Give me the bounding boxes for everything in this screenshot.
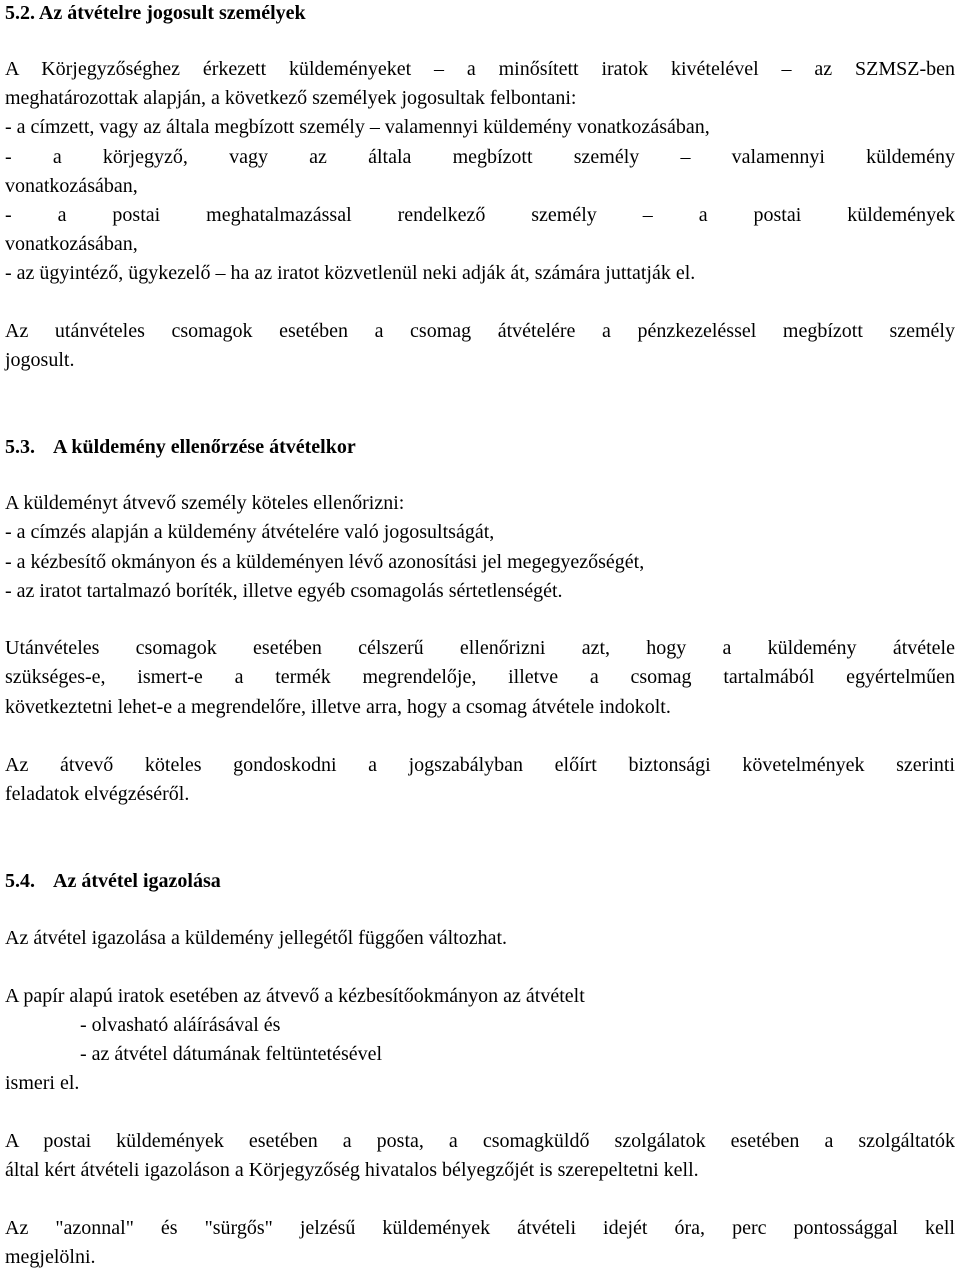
s52-paragraph-1-line-2: meghatározottak alapján, a következő személyek jogosultak felbontani:: [5, 87, 577, 109]
s52-list-item-2-line-1: - a körjegyző, vagy az általa megbízott személy – valamennyi küldemény: [5, 146, 955, 168]
s54-paragraph-2-line-1: A papír alapú iratok esetében az átvevő a kézbesítőokmányon az átvételt: [5, 985, 585, 1007]
s52-paragraph-2-line-2: jogosult.: [5, 349, 75, 371]
s52-paragraph-1-line-1: A Körjegyzőséghez érkezett küldeményeket – a minősített iratok kivételével – az SZMSZ-ben: [5, 58, 955, 80]
section-5-3-title: A küldemény ellenőrzése átvételkor: [53, 436, 356, 458]
s53-paragraph-2-line-2: szükséges-e, ismert-e a termék megrendelője, illetve a csomag tartalmából egyértelműen: [5, 666, 955, 688]
s54-paragraph-4-line-1: Az "azonnal" és "sürgős" jelzésű küldemények átvételi idejét óra, perc pontossággal kell: [5, 1217, 955, 1239]
s54-paragraph-3-line-2: által kért átvételi igazoláson a Körjegyzőség hivatalos bélyegzőjét is szerepeltetni kell.: [5, 1159, 699, 1181]
s52-list-item-3-line-2: vonatkozásában,: [5, 233, 138, 255]
s54-paragraph-3-line-1: A postai küldemények esetében a posta, a csomagküldő szolgálatok esetében a szolgáltatók: [5, 1130, 955, 1152]
s53-paragraph-2-line-3: következtetni lehet-e a megrendelőre, illetve arra, hogy a csomag átvétele indokolt.: [5, 696, 671, 718]
section-5-2-heading: 5.2. Az átvételre jogosult személyek: [5, 2, 306, 24]
s52-paragraph-2-line-1: Az utánvételes csomagok esetében a csomag átvételére a pénzkezeléssel megbízott személy: [5, 320, 955, 342]
s53-list-item-2: - a kézbesítő okmányon és a küldeményen lévő azonosítási jel megegyezőségét,: [5, 551, 645, 573]
s54-paragraph-2-list-item-1: - olvasható aláírásával és: [80, 1014, 281, 1036]
s53-list-item-1: - a címzés alapján a küldemény átvételére való jogosultságát,: [5, 521, 495, 543]
section-5-3-heading: [5, 437, 356, 457]
s52-list-item-4: - az ügyintéző, ügykezelő – ha az iratot közvetlenül neki adják át, számára juttatják el.: [5, 262, 696, 284]
s53-intro: A küldeményt átvevő személy köteles ellenőrizni:: [5, 492, 405, 514]
section-5-3-number: 5.3.: [5, 436, 35, 458]
s54-paragraph-4-line-2: megjelölni.: [5, 1246, 96, 1268]
s53-paragraph-2-line-1: Utánvételes csomagok esetében célszerű ellenőrizni azt, hogy a küldemény átvétele: [5, 637, 955, 659]
s53-list-item-3: - az iratot tartalmazó boríték, illetve egyéb csomagolás sértetlenségét.: [5, 580, 563, 602]
s53-paragraph-3-line-2: feladatok elvégzéséről.: [5, 783, 190, 805]
s53-paragraph-3-line-1: Az átvevő köteles gondoskodni a jogszabályban előírt biztonsági követelmények szerinti: [5, 754, 955, 776]
s52-list-item-2-line-2: vonatkozásában,: [5, 175, 138, 197]
s54-paragraph-2-list-item-2: - az átvétel dátumának feltüntetésével: [80, 1043, 383, 1065]
s54-paragraph-2-line-4: ismeri el.: [5, 1072, 80, 1094]
section-5-4-heading: [5, 871, 221, 891]
s54-paragraph-1: Az átvétel igazolása a küldemény jellegétől függően változhat.: [5, 927, 508, 949]
s52-list-item-3-line-1: - a postai meghatalmazással rendelkező személy – a postai küldemények: [5, 204, 955, 226]
s52-list-item-1: - a címzett, vagy az általa megbízott személy – valamennyi küldemény vonatkozásában,: [5, 116, 710, 138]
section-5-4-title: Az átvétel igazolása: [53, 870, 221, 892]
section-5-4-number: 5.4.: [5, 870, 35, 892]
